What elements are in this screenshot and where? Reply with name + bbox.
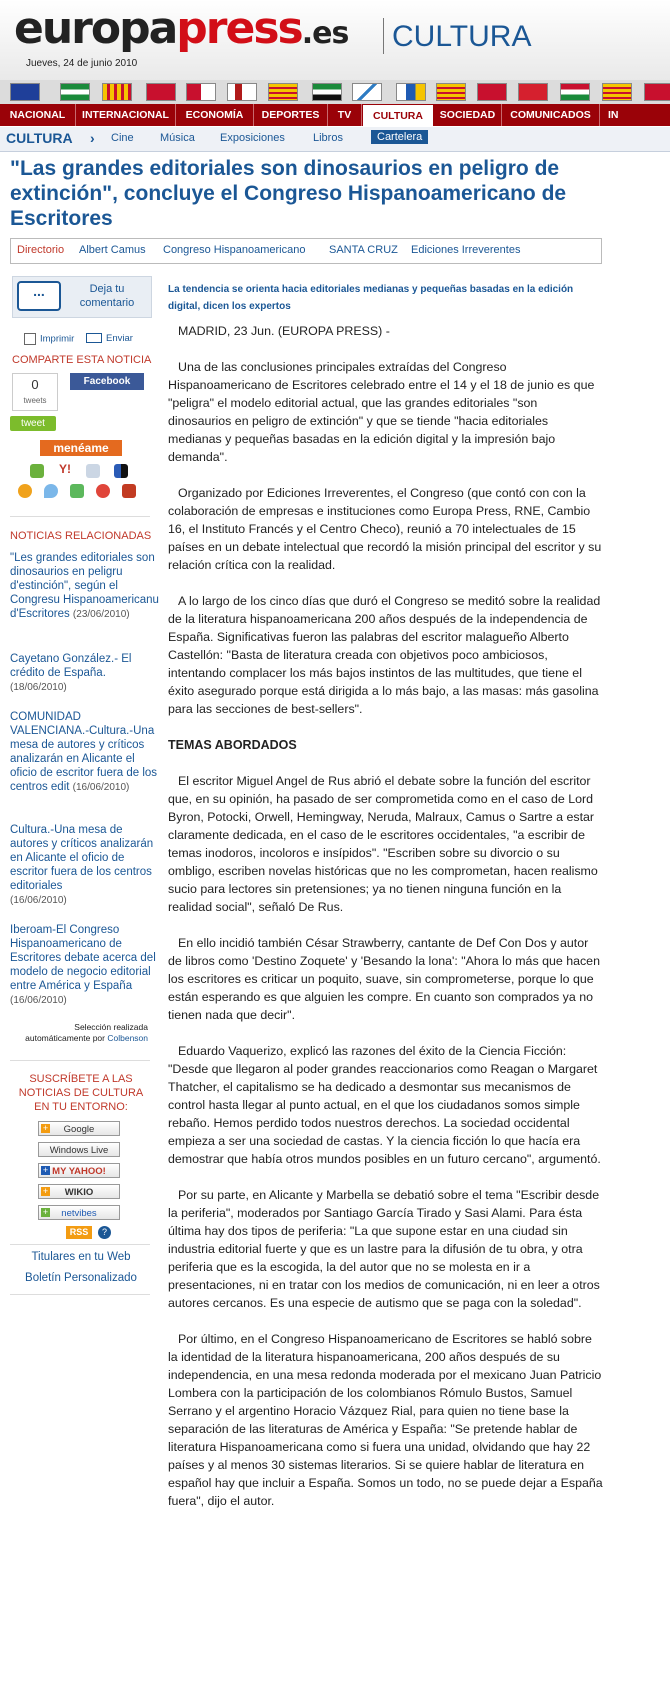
leave-comment-button[interactable]	[12, 276, 152, 318]
tag-directorio[interactable]: Directorio	[17, 244, 65, 256]
europapress-logo[interactable]	[14, 2, 348, 61]
flag-la-rioja-icon[interactable]	[560, 83, 590, 101]
digg-icon[interactable]	[86, 464, 100, 478]
myspace-icon[interactable]	[122, 484, 136, 498]
related-item-date: (16/06/2010)	[72, 782, 130, 793]
flag-castilla-leon-icon[interactable]	[227, 83, 257, 101]
flag-madrid-icon[interactable]	[477, 83, 507, 101]
logo-text-press: press	[176, 3, 302, 54]
subnav-title[interactable]: CULTURA	[6, 130, 73, 146]
article-dateline: MADRID, 23 Jun. (EUROPA PRESS) -	[178, 324, 390, 338]
related-item[interactable]	[10, 710, 160, 795]
related-item-title[interactable]: COMUNIDAD VALENCIANA.-Cultura.-Una mesa de autores y críticos analizarán en Alicante el oficio de escritor fuera de los centros edit	[10, 711, 158, 793]
tag-ediciones-irreverentes[interactable]: Ediciones Irreverentes	[411, 244, 521, 256]
tweet-count-label: tweets	[23, 396, 47, 405]
yahoo-icon[interactable]: Y!	[59, 462, 71, 476]
article-body	[168, 322, 604, 1528]
related-item-title[interactable]: Iberoam-El Congreso Hispanoamericano de Escritores debate acerca del modelo de negocio editorial entre América y España	[10, 924, 156, 992]
feed-label: Google	[63, 1124, 95, 1135]
tweet-button[interactable]: tweet	[10, 416, 56, 431]
related-item-title[interactable]: Cayetano González.- El crédito de España.	[10, 653, 132, 679]
add-to-wikio-button[interactable]	[38, 1184, 120, 1199]
plus-icon: +	[42, 1123, 49, 1133]
tags-bar	[10, 238, 602, 264]
divider	[10, 1294, 150, 1295]
subnav-cine[interactable]: Cine	[111, 132, 134, 144]
related-news-title: NOTICIAS RELACIONADAS	[10, 530, 152, 542]
related-item-date: (18/06/2010)	[10, 682, 67, 693]
article-paragraph: Por su parte, en Alicante y Marbella se debatió sobre el tema "Escribir desde la periferia", moderados por Santiago García Tirado y Sasi Alami. Para ésta última hay dos tipos de periferia: "La que supone estar en una ciudad sin industria editorial fuerte y que es un lastre para la difusión de tu obra, y otra periferia que es la escogida, la del autor que no se molesta en ir a presentaciones, ni en tratar con los medios de comunicación, ni en leer a otros autores cercanos. Es una especie de autismo que se paga con la soledad".	[168, 1188, 600, 1310]
facebook-share-button[interactable]: Facebook	[70, 373, 144, 390]
divider	[10, 516, 150, 517]
logo-text-es: .es	[301, 16, 349, 51]
wikio-icon[interactable]	[70, 484, 84, 498]
flag-valencia-icon[interactable]	[602, 83, 632, 101]
rss-button[interactable]: RSS	[66, 1226, 92, 1239]
flag-galicia-icon[interactable]	[352, 83, 382, 101]
nav-tv[interactable]: TV	[328, 104, 362, 126]
region-flags-bar	[0, 80, 670, 104]
flag-extremadura-icon[interactable]	[312, 83, 342, 101]
tweet-count-number: 0	[31, 377, 39, 392]
nav-internacional[interactable]: INTERNACIONAL	[76, 104, 176, 126]
article-paragraph: El escritor Miguel Angel de Rus abrió el debate sobre la función del escritor que, en su opinión, ha pasado de ser comprometida como en el caso de Lord Byron, Potocki, Orwell, Hemingway, Neruda, Malraux, Camus o Sartre a estar claramente dedicada, en el caso de le escritores occidentales, "a escribir de temas inodoros, incoloros e insípidos". "Escriben sobre su divorcio o su ombligo, escriben novelas históricas que no les comprometan, hacen realismo sucio para lectores sin pretensiones; ya no tienen ninguna función en la realidad social", señaló De Rus.	[168, 774, 598, 914]
comment-bubble-icon: ...	[17, 281, 61, 311]
flag-castilla-la-mancha-icon[interactable]	[186, 83, 216, 101]
flag-eu-icon[interactable]	[10, 83, 40, 101]
add-to-netvibes-button[interactable]	[38, 1205, 120, 1220]
divider	[10, 1244, 150, 1245]
selection-note	[10, 1022, 148, 1044]
flag-andalucia-icon[interactable]	[60, 83, 90, 101]
article-paragraph: Organizado por Ediciones Irreverentes, el Congreso (que contó con con la colaboración de empresas e instituciones como Europa Press, RNE, Cambio 16, el Instituto Francés y el Centro Checo), reunió a 70 intelectuales de 15 países en un debate intelectual que recordó la misión principal del escritor y su relación crítica con la realidad.	[168, 486, 602, 572]
flag-canarias-icon[interactable]	[146, 83, 176, 101]
nav-cultura[interactable]: CULTURA	[362, 104, 434, 126]
add-to-my-yahoo-button[interactable]	[38, 1163, 120, 1178]
print-button[interactable]	[24, 333, 74, 345]
stumbleupon-icon[interactable]	[18, 484, 32, 498]
subnav-musica[interactable]: Música	[160, 132, 195, 144]
send-label: Enviar	[106, 333, 133, 344]
feed-label: WIKIO	[64, 1187, 94, 1198]
current-date: Jueves, 24 de junio 2010	[26, 58, 138, 69]
divider	[10, 1060, 150, 1061]
nav-economia[interactable]: ECONOMÍA	[176, 104, 254, 126]
tweet-counter	[12, 373, 58, 411]
add-to-google-button[interactable]	[38, 1121, 120, 1136]
chevron-right-icon: ›	[90, 130, 95, 146]
article-paragraph: Una de las conclusiones principales extraídas del Congreso Hispanoamericano de Escritores celebrado entre el 14 y el 18 de junio es que "peligra" el modelo editorial actual, que las grandes editoriales "son dinosaurios en peligro de extinción" y que se tiende "hacia editoriales medianas y pequeñas basadas en la edición digital y la impresión bajo demanda".	[168, 360, 595, 464]
related-item-date: (16/06/2010)	[10, 895, 67, 906]
printer-icon	[24, 333, 36, 345]
subnav-exposiciones[interactable]: Exposiciones	[220, 132, 285, 144]
share-title: COMPARTE ESTA NOTICIA	[12, 354, 152, 366]
feed-label: Windows Live	[49, 1145, 109, 1156]
related-item-title[interactable]: "Les grandes editoriales son dinosaurios en peligru d'estinción", según el Congresu Hispanoamericanu d'Escritores	[10, 552, 159, 620]
plus-icon: +	[42, 1207, 49, 1217]
subscribe-title: SUSCRÍBETE A LAS NOTICIAS DE CULTURA EN TU ENTORNO:	[18, 1073, 144, 1113]
nav-nacional[interactable]: NACIONAL	[0, 104, 76, 126]
fresqui-icon[interactable]	[44, 484, 58, 498]
selection-brand-link[interactable]: Colbenson	[107, 1033, 148, 1043]
related-item-date: (16/06/2010)	[10, 995, 67, 1006]
article-headline: "Las grandes editoriales son dinosaurios en peligro de extinción", concluye el Congreso Hispanoamericano de Escritores	[10, 157, 567, 230]
flag-cataluna-icon[interactable]	[268, 83, 298, 101]
related-item-title[interactable]: Cultura.-Una mesa de autores y críticos analizarán en Alicante el oficio de escritor fuera de los centros editoriales	[10, 824, 154, 892]
add-to-windows-live-button[interactable]	[38, 1142, 120, 1157]
section-subnav	[0, 127, 670, 152]
feed-label: netvibes	[61, 1208, 97, 1219]
plus-icon: +	[42, 1165, 49, 1175]
nav-sociedad[interactable]: SOCIEDAD	[434, 104, 502, 126]
related-item[interactable]	[10, 652, 160, 695]
related-item[interactable]	[10, 823, 160, 908]
flag-aragon-icon[interactable]	[102, 83, 132, 101]
nav-more[interactable]: IN	[608, 109, 619, 121]
meneame-button[interactable]: menéame	[40, 440, 122, 456]
personalized-newsletter-link[interactable]: Boletín Personalizado	[25, 1272, 137, 1284]
nav-deportes[interactable]: DEPORTES	[254, 104, 328, 126]
help-icon[interactable]: ?	[98, 1226, 111, 1239]
comment-label: Deja tu comentario	[79, 283, 135, 309]
article-paragraph: A lo largo de los cinco días que duró el Congreso se meditó sobre la realidad de la literatura hispanoamericana 200 años después de la independencia de España. Significativas fueron las palabras del escritor malagueño Alberto Castellón: "Basta de literatura creada con objetivos poco ambiciosos, intentando complacer los más bajos instintos de las multitudes, que tiene el éxito asegurado porque está dirigida a lo más bajo, a las masas: más gasolina para las secciones de best-sellers".	[168, 594, 601, 716]
article-paragraph: Eduardo Vaquerizo, explicó las razones del éxito de la Ciencia Ficción: "Desde que llegaron al poder grandes reaccionarios como Reagan o Margaret Thatcher, el capitalismo se ha dedicado a desmontar sus mecanismos de control hasta llegar al punto actual, en el que los ciudadanos somos simple rebaño. Hemos perdido todos nuestros derechos. La sociedad occidental empieza a ser una sociedad de castas. Y la ciencia ficción lo que hacía era demostrar que había otros mundos posibles en un futuro cercano", argumentó.	[168, 1044, 601, 1166]
print-label: Imprimir	[40, 333, 75, 345]
subnav-libros[interactable]: Libros	[313, 132, 343, 144]
article-subtitle: La tendencia se orienta hacia editoriales medianas y pequeñas basadas en la edición digital, dicen los expertos	[168, 284, 574, 312]
delicious-icon[interactable]	[30, 464, 44, 478]
tag-congreso-hispanoamericano[interactable]: Congreso Hispanoamericano	[163, 244, 306, 256]
envelope-icon	[86, 333, 102, 343]
related-item[interactable]	[10, 551, 160, 622]
main-navigation	[0, 104, 670, 126]
logo-separator	[383, 18, 384, 54]
tag-santa-cruz[interactable]: SANTA CRUZ	[329, 244, 398, 256]
article-section-heading: TEMAS ABORDADOS	[168, 738, 297, 752]
nav-comunicados[interactable]: COMUNICADOS	[502, 104, 600, 126]
site-header	[0, 0, 670, 81]
article-paragraph: En ello incidió también César Strawberry, cantante de Def Con Dos y autor de libros como 'Destino Zoquete' y 'Besando la lona': "Ahora lo más que hacen los escritores es criticar un poquito, suave, sin comprometerse, porque lo que están esperando es que alguien les compre. En cuanto son comprados ya no tienen nada que decir".	[168, 936, 600, 1022]
related-item-date: (23/06/2010)	[72, 609, 130, 620]
plus-icon: +	[42, 1186, 49, 1196]
article-paragraph: Por último, en el Congreso Hispanoamericano de Escritores se habló sobre la identidad de la literatura hispanoamericana, 200 años después de su independencia, en una mesa redonda moderada por el mexicano Juan Patricio Lombera con la participación de los colombianos Rómulo Bustos, Samuel Serrano y el argentino Horacio Vázquez Rial, para quien no tiene base la separación de las literaturas de América y España: "Se pretende hablar de literatura Hispanoamericana como si fuera una unidad, olvidando que hay 22 países y al menos 30 sistemas literarios. Si se quiere hablar de literatura en español hay que incluir a España. Somos un todo, no se puede dejar a España fuera", dijo el autor.	[168, 1332, 603, 1508]
flag-pais-vasco-icon[interactable]	[518, 83, 548, 101]
logo-text-europa: europa	[14, 3, 177, 54]
subnav-cartelera[interactable]: Cartelera	[371, 130, 428, 144]
send-button[interactable]	[86, 333, 133, 344]
section-title[interactable]: CULTURA	[392, 20, 532, 53]
tag-albert-camus[interactable]: Albert Camus	[79, 244, 146, 256]
flag-other-icon[interactable]	[644, 83, 670, 101]
flag-baleares-icon[interactable]	[436, 83, 466, 101]
reddit-icon[interactable]	[96, 484, 110, 498]
selection-note-text: Selección realizada automáticamente por	[25, 1022, 148, 1043]
related-item[interactable]	[10, 923, 160, 1008]
headlines-on-your-web-link[interactable]: Titulares en tu Web	[31, 1251, 131, 1263]
technorati-icon[interactable]	[114, 464, 128, 478]
feed-label: MY YAHOO!	[52, 1166, 106, 1177]
flag-canarias-2-icon[interactable]	[396, 83, 426, 101]
